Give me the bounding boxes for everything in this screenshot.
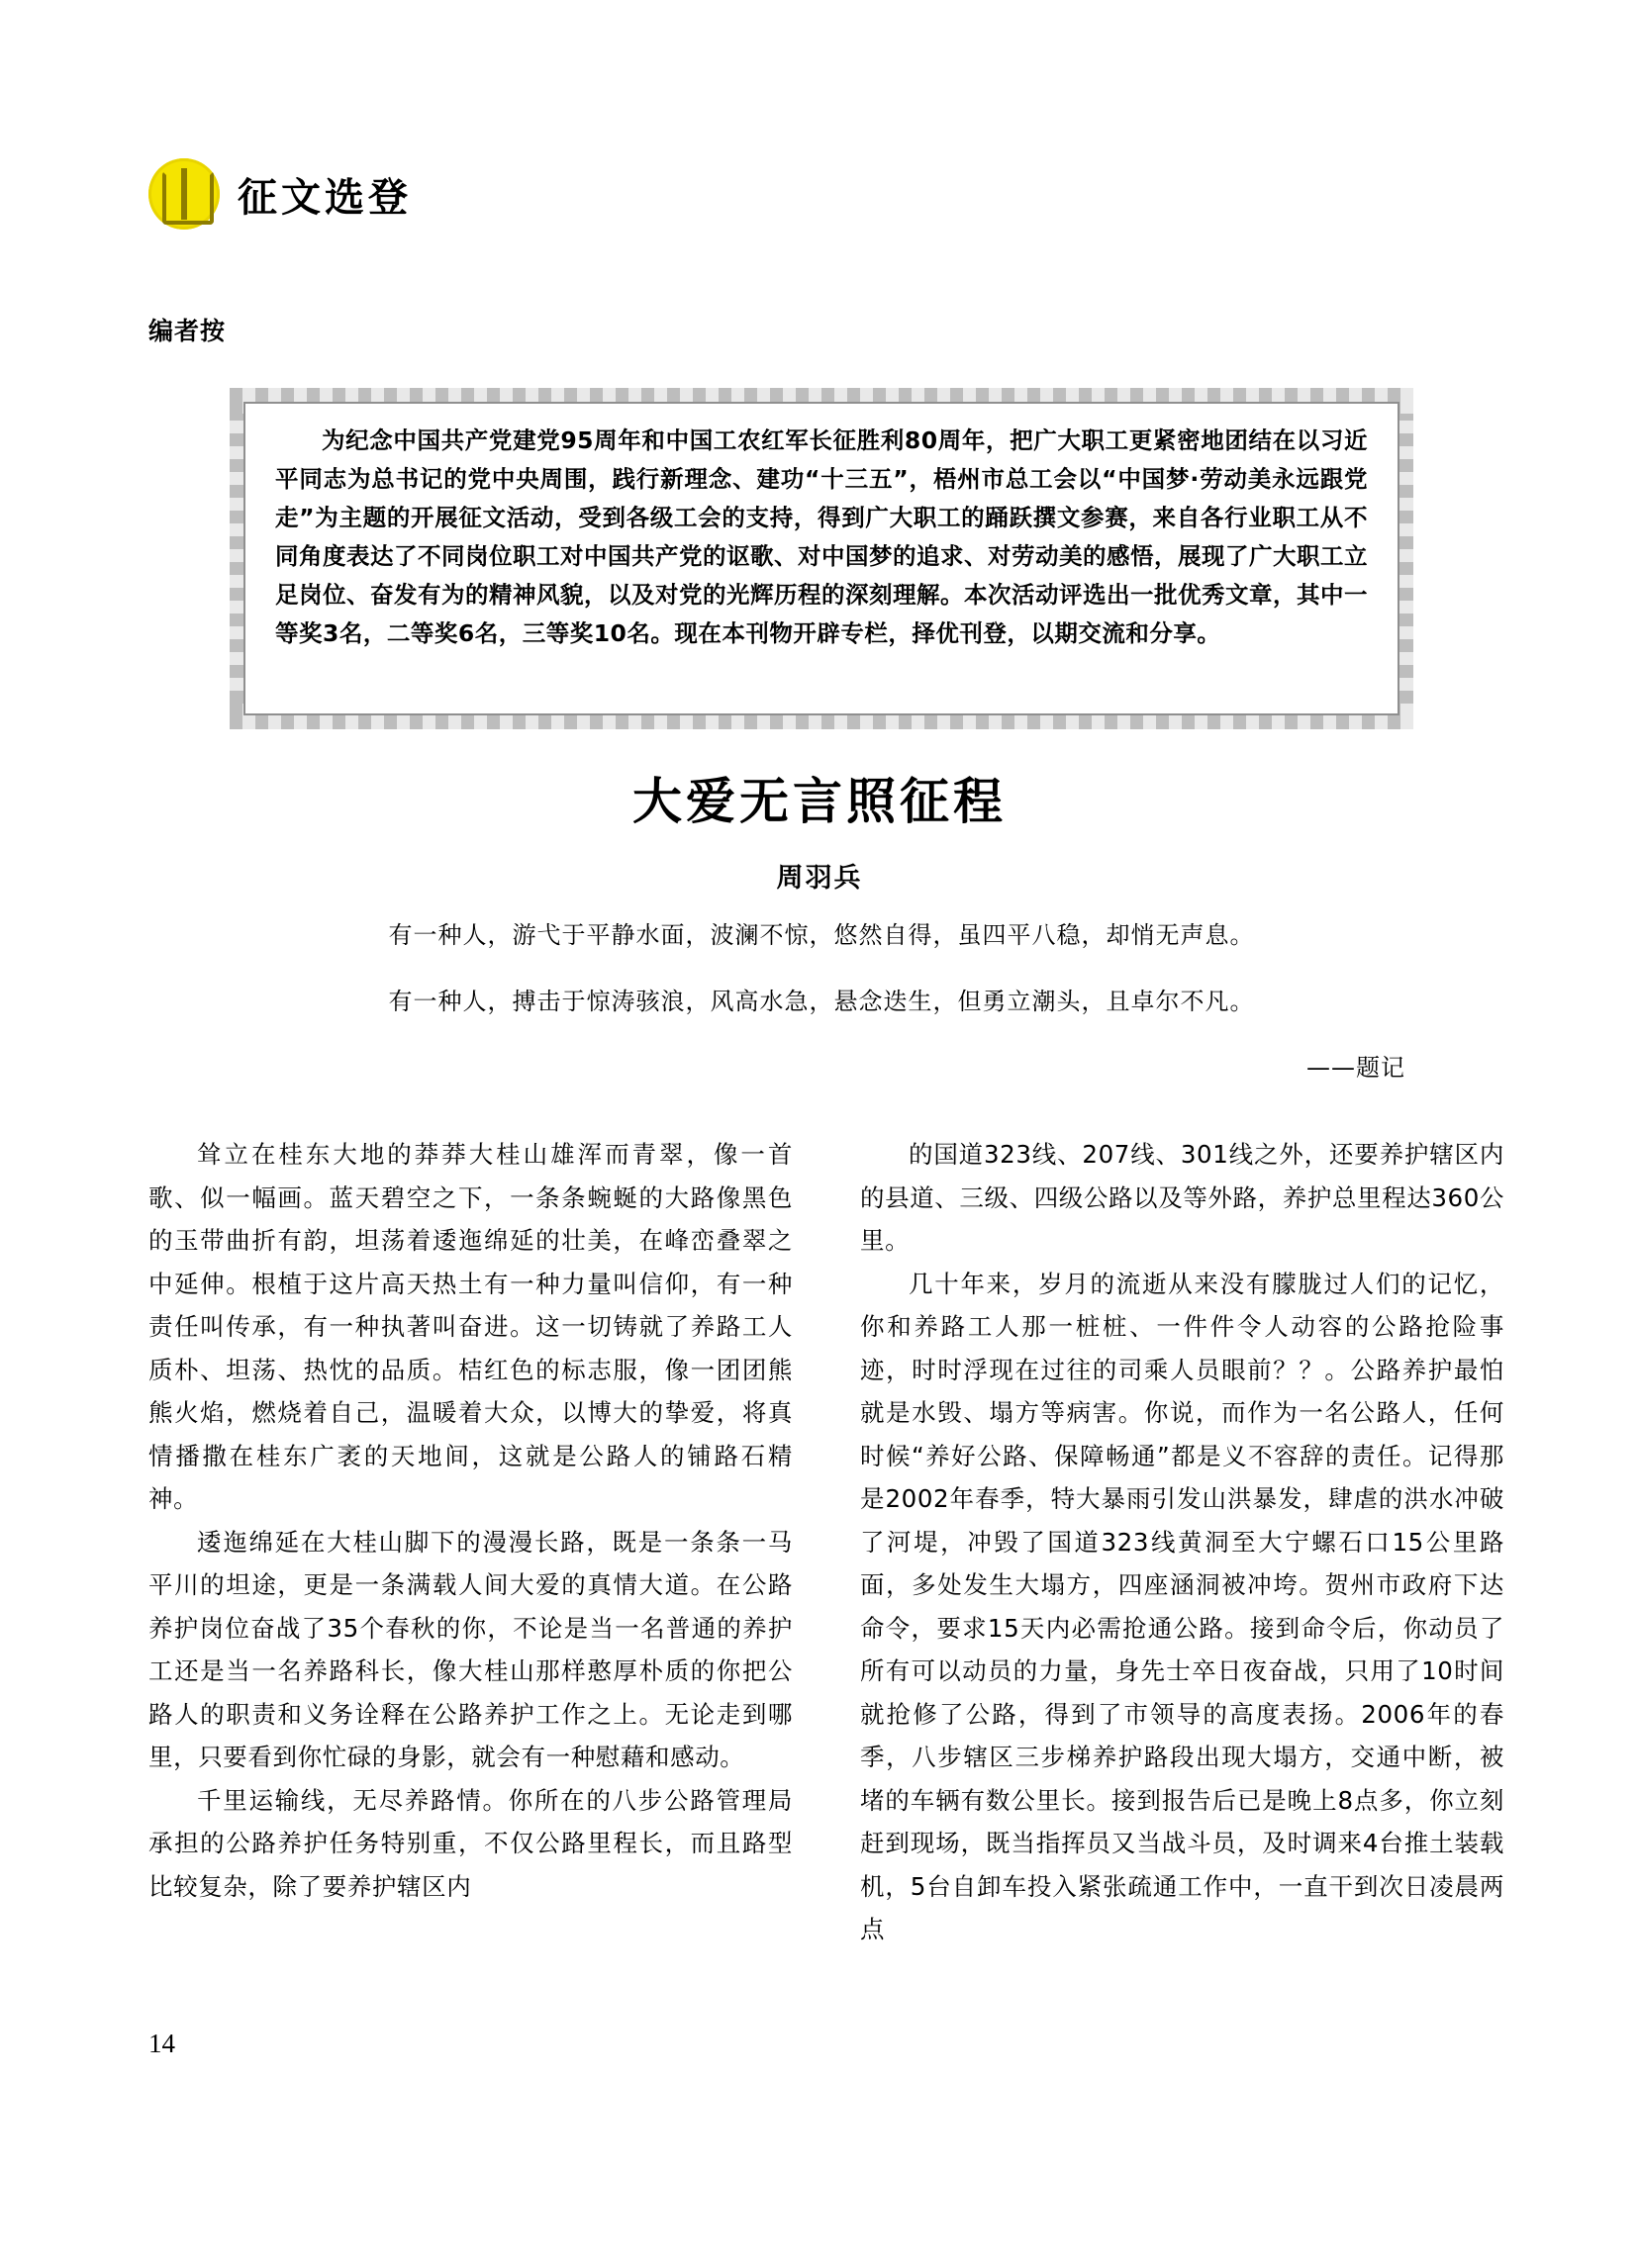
epigraph-line: 有一种人，游弋于平静水面，波澜不惊，悠然自得，虽四平八稳，却悄无声息。 [388, 921, 1255, 949]
masthead [148, 158, 412, 230]
paragraph: 逶迤绵延在大桂山脚下的漫漫长路，既是一条条一马平川的坦途，更是一条满载人间大爱的真情大道。在公路养护岗位奋战了35个春秋的你，不论是当一名普通的养护工还是当一名养路科长，像大桂山那样憨厚朴质的你把公路人的职责和义务诠释在公路养护工作之上。无论走到哪里，只要看到你忙碌的身影，就会有一种慰藉和感动。 [148, 1527, 793, 1771]
article-body [148, 1133, 1504, 1951]
editor-note-text: 为纪念中国共产党建党95周年和中国工农红军长征胜利80周年，把广大职工更紧密地团结在以习近平同志为总书记的党中央周围，践行新理念、建功“十三五”，梧州市总工会以“中国梦·劳动美永远跟党走”为主题的开展征文活动，受到各级工会的支持，得到广大职工的踊跃撰文参赛，来自各行业职工从不同角度表达了不同岗位职工对中国共产党的讴歌、对中国梦的追求、对劳动美的感悟，展现了广大职工立足岗位、奋发有为的精神风貌，以及对党的光辉历程的深刻理解。本次活动评选出一批优秀文章，其中一等奖3名，二等奖6名，三等奖10名。现在本刊物开辟专栏，择优刊登，以期交流和分享。 [275, 426, 1368, 647]
article-column-right [860, 1133, 1504, 1951]
epigraph-signature: ——题记 [1306, 1054, 1405, 1082]
page-number: 14 [148, 2029, 175, 2058]
union-emblem-icon [148, 158, 220, 230]
editor-note-box-inner [243, 402, 1399, 715]
article-title: 大爱无言照征程 [632, 772, 1007, 830]
paragraph: 千里运输线，无尽养路情。你所在的八步公路管理局承担的公路养护任务特别重，不仅公路里程长，而且路型比较复杂，除了要养护辖区内 [148, 1785, 793, 1901]
masthead-title: 征文选登 [238, 174, 412, 221]
editor-note-label: 编者按 [148, 317, 227, 345]
epigraph-line: 有一种人，搏击于惊涛骇浪，风高水急，悬念迭生，但勇立潮头，且卓尔不凡。 [388, 988, 1255, 1015]
editor-note-box [230, 388, 1413, 729]
paragraph: 耸立在桂东大地的莽莽大桂山雄浑而青翠，像一首歌、似一幅画。蓝天碧空之下，一条条蜿蜒的大路像黑色的玉带曲折有韵，坦荡着逶迤绵延的壮美，在峰峦叠翠之中延伸。根植于这片高天热土有一种力量叫信仰，有一种责任叫传承，有一种执著叫奋进。这一切铸就了养路工人质朴、坦荡、热忱的品质。桔红色的标志服，像一团团熊熊火焰，燃烧着自己，温暖着大众，以博大的挚爱，将真情播撒在桂东广袤的天地间，这就是公路人的铺路石精神。 [148, 1140, 793, 1513]
paragraph: 几十年来，岁月的流逝从来没有朦胧过人们的记忆，你和养路工人那一桩桩、一件件令人动容的公路抢险事迹，时时浮现在过往的司乘人员眼前？？。公路养护最怕就是水毁、塌方等病害。你说，而作为一名公路人，任何时候“养好公路、保障畅通”都是义不容辞的责任。记得那是2002年春季，特大暴雨引发山洪暴发，肆虐的洪水冲破了河堤，冲毁了国道323线黄洞至大宁螺石口15公里路面，多处发生大塌方，四座涵洞被冲垮。贺州市政府下达命令，要求15天内必需抢通公路。接到命令后，你动员了所有可以动员的力量，身先士卒日夜奋战，只用了10时间就抢修了公路，得到了市领导的高度表扬。2006年的春季，八步辖区三步梯养护路段出现大塌方，交通中断，被堵的车辆有数公里长。接到报告后已是晚上8点多，你立刻赶到现场，既当指挥员又当战斗员，及时调来4台推土装载机，5台自卸车投入紧张疏通工作中，一直干到次日凌晨两点 [860, 1269, 1504, 1943]
paragraph: 的国道323线、207线、301线之外，还要养护辖区内的县道、三级、四级公路以及等外路，养护总里程达360公里。 [860, 1140, 1504, 1255]
article-author: 周羽兵 [776, 863, 863, 894]
article-column-left [148, 1133, 793, 1951]
article-epigraph [148, 915, 1494, 1083]
